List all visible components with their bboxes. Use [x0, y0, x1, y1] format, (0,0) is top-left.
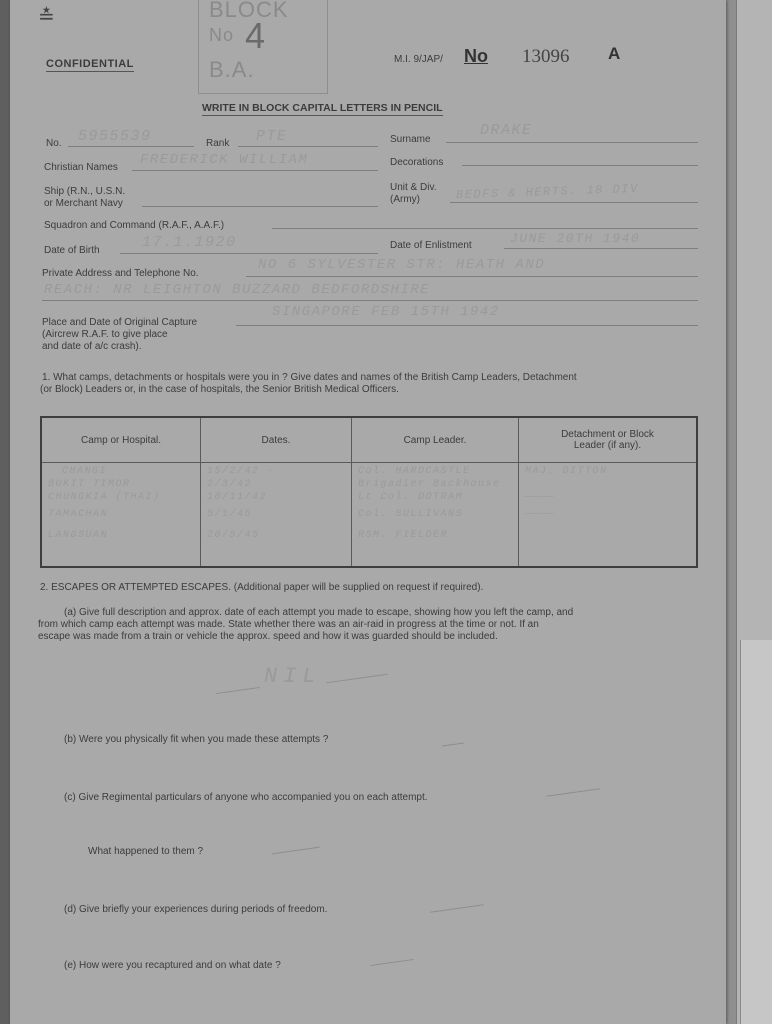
- capture-label-line2: (Aircrew R.A.F. to give place: [42, 329, 168, 340]
- form-page: [10, 0, 726, 1024]
- camp-name: CHUNGKIA (THAI): [48, 492, 161, 503]
- unit-value: BEDFS & HERTS. 18 DIV: [455, 181, 639, 203]
- question-2a-line3: escape was made from a train or vehicle the approx. speed and how it was guarded should be included.: [38, 631, 498, 642]
- camp-leaders-cell: [352, 463, 519, 568]
- camps-table-body: [41, 463, 697, 568]
- surname-label: Surname: [390, 134, 431, 145]
- camp-dates: 20/5/45: [207, 530, 260, 541]
- camp-leader: Lt Col. DOTRAM: [358, 492, 464, 503]
- squadron-label: Squadron and Command (R.A.F., A.A.F.): [44, 220, 225, 231]
- classification-label: CONFIDENTIAL: [46, 58, 134, 70]
- question-2a-line2: from which camp each attempt was made. State whether there was an air-raid in progress at the time or not. If an: [38, 619, 539, 630]
- rank-value: PTE: [256, 128, 288, 145]
- no-label: No.: [46, 138, 62, 149]
- camp-dates: 5/1/45: [207, 509, 253, 520]
- question-1-line1: 1. What camps, detachments or hospitals were you in ? Give dates and names of the British Camp Leaders, Detachment: [42, 372, 577, 383]
- address-line1-value: NO 6 SYLVESTER STR: HEATH AND: [258, 257, 546, 273]
- question-2a-line1: (a) Give full description and approx. date of each attempt you made to escape, showing how you left the camp, and: [64, 607, 574, 618]
- detachment-leader: [525, 478, 690, 491]
- unit-label-line2: (Army): [390, 194, 420, 205]
- unit-label-line1: Unit & Div.: [390, 182, 437, 193]
- detachment-leaders-cell: [519, 463, 698, 568]
- camp-name: TAMACHAN: [48, 509, 109, 520]
- camp-name: LANGSUAN: [48, 530, 109, 541]
- address-label: Private Address and Telephone No.: [42, 268, 199, 279]
- serial-number: 13096: [522, 46, 570, 67]
- camp-leader: Col. HARDCASTLE: [358, 466, 471, 477]
- pencil-instruction: WRITE IN BLOCK CAPITAL LETTERS IN PENCIL: [202, 102, 443, 114]
- camps-table-header-row: [41, 417, 697, 463]
- camp-leader: Brigadier Backhouse: [358, 479, 501, 490]
- question-2a-answer: NIL: [264, 664, 322, 689]
- ship-label-line1: Ship (R.N., U.S.N.: [44, 186, 126, 197]
- stamp-number-text: 4: [245, 15, 267, 56]
- question-2c: (c) Give Regimental particulars of anyone who accompanied you on each attempt.: [64, 792, 428, 803]
- question-2c-followup: What happened to them ?: [88, 846, 204, 857]
- stamp-block-text: BLOCK: [209, 0, 289, 22]
- underlying-page-edge-3: [740, 640, 772, 1024]
- camp-names-cell: [41, 463, 201, 568]
- decorations-label: Decorations: [390, 157, 444, 168]
- camp-dates: 15/2/42 -: [207, 466, 275, 477]
- question-2d: (d) Give briefly your experiences during periods of freedom.: [64, 904, 328, 915]
- serial-suffix: A: [608, 44, 621, 63]
- corner-mark: ≛: [38, 6, 55, 28]
- question-1-line2: (or Block) Leaders or, in the case of hospitals, the Senior British Medical Officers.: [40, 384, 399, 395]
- enlistment-value: JUNE 20TH 1940: [510, 231, 641, 246]
- service-number-value: 5955539: [78, 128, 152, 145]
- stamp-ba-text: B.A.: [209, 57, 255, 82]
- form-reference: M.I. 9/JAP/: [394, 54, 443, 65]
- detachment-leader: ————: [525, 492, 556, 503]
- christian-names-value: FREDERICK WILLIAM: [140, 152, 309, 168]
- detachment-leader: MAJ. DITTON: [525, 466, 608, 477]
- ship-label-line2: or Merchant Navy: [44, 198, 123, 209]
- enlistment-label: Date of Enlistment: [390, 240, 472, 251]
- camp-dates: 2/3/42: [207, 479, 253, 490]
- surname-value: DRAKE: [480, 122, 533, 139]
- question-2b: (b) Were you physically fit when you made these attempts ?: [64, 734, 329, 745]
- camp-dates-cell: [201, 463, 352, 568]
- capture-value: SINGAPORE FEB 15TH 1942: [272, 304, 500, 320]
- column-header-camp: Camp or Hospital.: [41, 417, 201, 463]
- block-stamp: [198, 0, 328, 94]
- camp-leader: RSM. FIELDER: [358, 530, 449, 541]
- camp-dates: 10/11/42: [207, 492, 268, 503]
- column-header-dates: Dates.: [201, 417, 352, 463]
- section-2-heading: 2. ESCAPES OR ATTEMPTED ESCAPES. (Additional paper will be supplied on request if required).: [40, 582, 484, 593]
- column-header-detachment-leader: Detachment or Block Leader (if any).: [519, 417, 698, 463]
- camps-table: [40, 416, 698, 568]
- stamp-no-text: No: [209, 25, 235, 45]
- capture-label-line1: Place and Date of Original Capture: [42, 317, 198, 328]
- detachment-leader: ————: [525, 509, 556, 520]
- dob-label: Date of Birth: [44, 245, 100, 256]
- capture-label-line3: and date of a/c crash).: [42, 341, 142, 352]
- column-header-camp-leader: Camp Leader.: [352, 417, 519, 463]
- camp-leader: Col. SULLIVANS: [358, 509, 464, 520]
- rank-label: Rank: [206, 138, 230, 149]
- camp-name: CHANGI: [62, 466, 108, 477]
- number-label: No: [464, 46, 488, 66]
- dob-value: 17.1.1920: [142, 234, 237, 251]
- address-line2-value: REACH: NR LEIGHTON BUZZARD BEDFORDSHIRE: [44, 282, 431, 298]
- question-2e: (e) How were you recaptured and on what date ?: [64, 960, 281, 971]
- christian-names-label: Christian Names: [44, 162, 118, 173]
- camp-name: BUKIT TIMOR: [48, 479, 131, 490]
